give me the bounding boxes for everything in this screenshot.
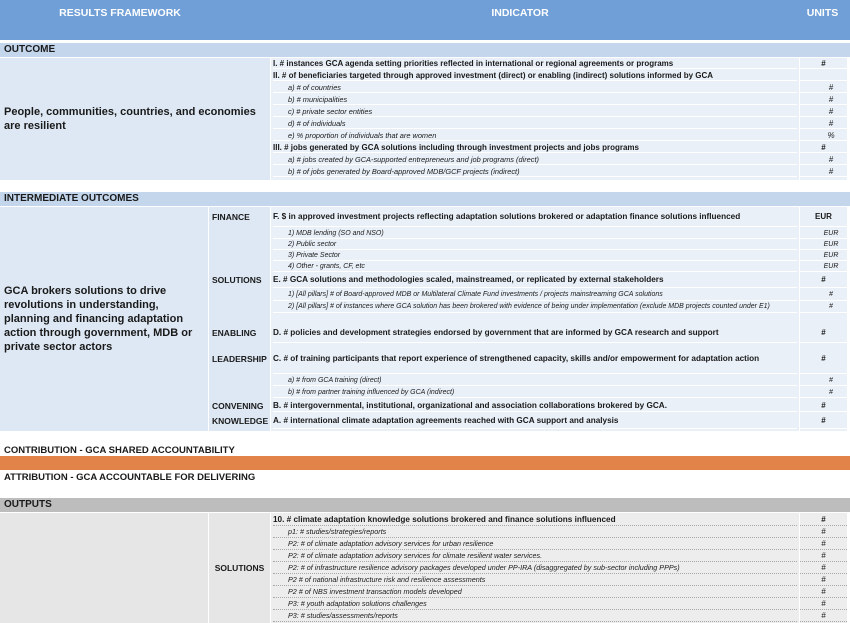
- outputs-indicator-row: P2 # of national infrastructure risk and resilience assessments: [273, 574, 797, 586]
- outcome-indicator-row: e) % proportion of individuals that are women: [273, 130, 797, 141]
- outputs-section-title: [0, 498, 850, 512]
- intermediate-indicator: E. # GCA solutions and methodologies scaled, mainstreamed, or replicated by external stakeholders: [273, 272, 797, 288]
- outputs-unit: #: [800, 562, 847, 574]
- intermediate-sub-indicator: a) # from GCA training (direct): [273, 375, 797, 386]
- outputs-indicator-row: p1: # studies/strategies/reports: [273, 526, 797, 538]
- intermediate-sub-indicator: b) # from partner training influenced by GCA (indirect): [273, 387, 797, 398]
- outputs-indicator-row: P3: # studies/assessments/reports: [273, 610, 797, 622]
- intermediate-indicator: C. # of training participants that report experience of strengthened capacity, skills and/or empowerment for adaptation action: [273, 344, 797, 374]
- intermediate-sub-unit: #: [800, 375, 847, 386]
- intermediate-category-solutions: SOLUTIONS: [212, 275, 262, 285]
- intermediate-category-convening: CONVENING: [212, 400, 264, 411]
- intermediate-category-finance: FINANCE: [212, 212, 250, 222]
- outcome-unit: #: [800, 94, 847, 105]
- outputs-category: SOLUTIONS: [214, 563, 265, 573]
- outputs-unit: #: [800, 538, 847, 550]
- outputs-title: OUTPUTS: [4, 499, 52, 510]
- intermediate-sub-unit: #: [800, 387, 847, 398]
- outcome-unit: %: [800, 130, 847, 141]
- outputs-unit: #: [800, 550, 847, 562]
- outcome-unit: #: [800, 166, 847, 177]
- intermediate-sub-indicator: 4) Other - grants, CF, etc: [273, 261, 797, 272]
- intermediate-statement: GCA brokers solutions to drive revolutions in understanding, planning and financing adaptation action through government, MDB or private sector actors: [4, 285, 193, 353]
- outcome-indicator-row: II. # of beneficiaries targeted through approved investment (direct) or enabling (indirect) solutions informed by GCA: [273, 70, 797, 81]
- intermediate-unit: #: [800, 399, 847, 412]
- outcome-title: OUTCOME: [4, 44, 56, 55]
- outcome-unit: #: [800, 82, 847, 93]
- outcome-unit: #: [800, 58, 847, 69]
- attribution-title: ATTRIBUTION - GCA ACCOUNTABLE FOR DELIVERING: [4, 472, 256, 483]
- outputs-main-unit: #: [800, 514, 847, 526]
- outputs-indicator-row: P2 # of NBS investment transaction models developed: [273, 586, 797, 598]
- intermediate-sub-unit: #: [800, 301, 847, 313]
- intermediate-unit: #: [800, 323, 847, 343]
- outcome-indicator-row: I. # instances GCA agenda setting priorities reflected in international or regional agreements or programs: [273, 58, 797, 69]
- intermediate-indicator: B. # intergovernmental, institutional, organizational and association collaborations brokered by GCA.: [273, 399, 797, 412]
- outcome-indicator-row: b) # municipalities: [273, 94, 797, 105]
- intermediate-sub-indicator: 3) Private Sector: [273, 250, 797, 261]
- intermediate-category-enabling: ENABLING: [212, 328, 257, 338]
- intermediate-sub-unit: EUR: [800, 239, 847, 250]
- outputs-indicator-row: P2: # of climate adaptation advisory services for climate resilient water services.: [273, 550, 797, 562]
- outcome-indicator-row: b) # of jobs generated by Board-approved MDB/GCF projects (indirect): [273, 166, 797, 177]
- intermediate-sub-unit: EUR: [800, 261, 847, 272]
- intermediate-category-leadership: LEADERSHIP: [212, 354, 267, 364]
- intermediate-category-knowledge: KNOWLEDGE: [212, 416, 269, 426]
- outputs-left-cell: [0, 513, 208, 623]
- intermediate-indicator: D. # policies and development strategies endorsed by government that are informed by GCA research and support: [273, 323, 797, 343]
- outcome-unit: #: [800, 142, 847, 153]
- outcome-statement-cell: [0, 58, 270, 180]
- header-results-framework: RESULTS FRAMEWORK: [59, 7, 181, 19]
- outcome-unit: #: [800, 154, 847, 165]
- outputs-category-cell: [209, 513, 270, 623]
- outcome-indicator-row: a) # of countries: [273, 82, 797, 93]
- outputs-indicator-row: P2: # of infrastructure resilience advisory packages developed under PP-IRA (disaggregated by sub-sector including PPPs): [273, 562, 797, 574]
- intermediate-sub-unit: #: [800, 289, 847, 301]
- outputs-main-indicator: 10. # climate adaptation knowledge solutions brokered and finance solutions influenced: [273, 514, 797, 526]
- outputs-unit: #: [800, 574, 847, 586]
- intermediate-section-title: [0, 192, 850, 206]
- intermediate-unit: #: [800, 344, 847, 374]
- header-indicator: INDICATOR: [491, 7, 549, 19]
- outputs-unit: #: [800, 526, 847, 538]
- outcome-indicator-row: d) # of individuals: [273, 118, 797, 129]
- outputs-indicator-row: P2: # of climate adaptation advisory services for urban resilience: [273, 538, 797, 550]
- intermediate-title: INTERMEDIATE OUTCOMES: [4, 193, 139, 204]
- outcome-unit: [800, 70, 847, 81]
- contribution-title: CONTRIBUTION - GCA SHARED ACCOUNTABILITY: [4, 445, 235, 456]
- intermediate-sub-indicator: 2) [All pillars] # of instances where GCA solution has been brokered with evidence of being under implementation (exclude MDB projects counted under E1): [273, 301, 797, 313]
- table-header: [0, 0, 850, 40]
- outcome-indicator-row: III. # jobs generated by GCA solutions including through investment projects and jobs programs: [273, 142, 797, 153]
- outputs-unit: #: [800, 586, 847, 598]
- intermediate-sub-unit: EUR: [800, 250, 847, 261]
- intermediate-unit: #: [800, 413, 847, 429]
- intermediate-statement-cell: [0, 207, 208, 431]
- intermediate-sub-indicator: 2) Public sector: [273, 239, 797, 250]
- outcome-indicator-row: c) # private sector entities: [273, 106, 797, 117]
- outcome-section-title: [0, 43, 850, 57]
- intermediate-category-column: [209, 207, 270, 431]
- outputs-indicator-row: P3: # youth adaptation solutions challenges: [273, 598, 797, 610]
- outcome-statement: People, communities, countries, and economies are resilient: [4, 106, 256, 132]
- outcome-unit: #: [800, 118, 847, 129]
- orange-divider: [0, 456, 850, 470]
- intermediate-sub-indicator: 1) [All pillars] # of Board-approved MDB or Multilateral Climate Fund investments / projects mainstreaming GCA solutions: [273, 289, 797, 301]
- intermediate-unit: #: [800, 272, 847, 288]
- intermediate-unit: EUR: [800, 207, 847, 227]
- intermediate-indicator: A. # international climate adaptation agreements reached with GCA support and analysis: [273, 413, 797, 429]
- outcome-indicator-row: a) # jobs created by GCA-supported entrepreneurs and job programs (direct): [273, 154, 797, 165]
- outputs-unit: #: [800, 598, 847, 610]
- intermediate-sub-unit: EUR: [800, 228, 847, 239]
- intermediate-sub-indicator: 1) MDB lending (SO and NSO): [273, 228, 797, 239]
- header-units: UNITS: [806, 7, 839, 19]
- intermediate-indicator: F. $ in approved investment projects reflecting adaptation solutions brokered or adaptation finance solutions influenced: [273, 207, 797, 227]
- outcome-unit: #: [800, 106, 847, 117]
- outputs-unit: #: [800, 610, 847, 622]
